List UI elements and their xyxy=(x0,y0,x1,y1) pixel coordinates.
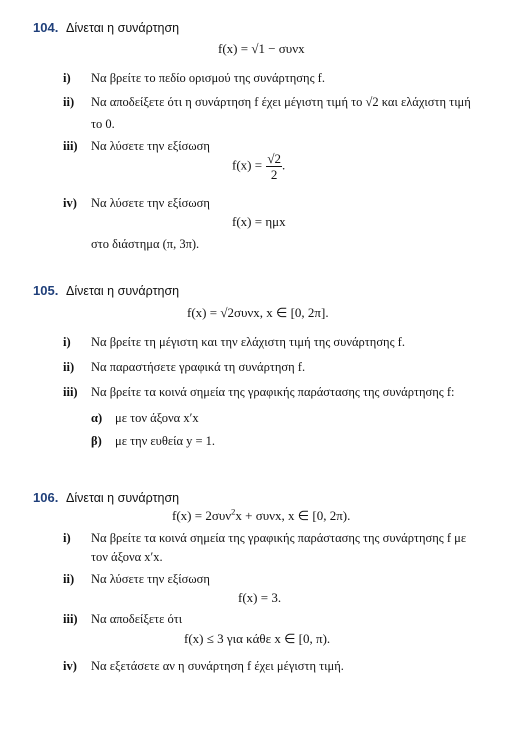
exercise-105-formula: f(x) = √2συνx, x ∈ [0, 2π]. xyxy=(187,305,329,320)
item-text-104-ii-line2: το 0. xyxy=(91,117,115,131)
subitem-text-105-a: με τον άξονα x′x xyxy=(115,411,199,425)
item-text-106-iv: Να εξετάσετε αν η συνάρτηση f έχει μέγιστη τιμή. xyxy=(91,659,344,673)
item-text-104-iii: Να λύσετε την εξίσωση xyxy=(91,139,210,153)
exercise-106-intro: Δίνεται η συνάρτηση xyxy=(66,491,180,505)
item-text-105-iii: Να βρείτε τα κοινά σημεία της γραφικής παράστασης της συνάρτησης f: xyxy=(91,385,455,399)
item-text-105-i: Να βρείτε τη μέγιστη και την ελάχιστη τιμή της συνάρτησης f. xyxy=(91,335,405,349)
subitem-label-105-b: β) xyxy=(91,434,102,448)
item-label-104-i: i) xyxy=(63,71,71,85)
item-label-104-iv: iv) xyxy=(63,196,77,210)
item-label-105-iii: iii) xyxy=(63,385,78,399)
item-text-104-i: Να βρείτε το πεδίο ορισμού της συνάρτησης f. xyxy=(91,71,325,85)
item-label-106-iii: iii) xyxy=(63,612,78,626)
item-label-106-i: i) xyxy=(63,531,71,545)
exercise-106-ii-equation: f(x) = 3. xyxy=(238,590,282,605)
formula-part: f(x) = 2συν xyxy=(172,508,232,523)
item-text-104-iv: Να λύσετε την εξίσωση xyxy=(91,196,210,210)
subitem-text-105-b: με την ευθεία y = 1. xyxy=(115,434,216,448)
item-text-106-iii: Να αποδείξετε ότι xyxy=(91,612,183,626)
item-text-106-ii: Να λύσετε την εξίσωση xyxy=(91,572,210,586)
formula-part: x + συνx, x ∈ [0, 2π). xyxy=(235,508,351,523)
exercise-104-iv-interval: στο διάστημα (π, 3π). xyxy=(91,237,200,251)
item-text-106-i-line2: τον άξονα x′x. xyxy=(91,550,163,564)
item-text-106-i-line1: Να βρείτε τα κοινά σημεία της γραφικής παράστασης της συνάρτησης f με xyxy=(91,531,467,545)
item-label-105-i: i) xyxy=(63,335,71,349)
item-label-104-ii: ii) xyxy=(63,95,75,109)
fraction-numerator: √2 xyxy=(267,151,281,166)
exercise-104-iv-equation: f(x) = ημx xyxy=(232,214,286,229)
exercise-106-formula xyxy=(172,508,350,524)
subitem-label-105-a: α) xyxy=(91,411,103,425)
item-label-106-iv: iv) xyxy=(63,659,77,673)
item-text-105-ii: Να παραστήσετε γραφικά τη συνάρτηση f. xyxy=(91,360,306,374)
item-label-105-ii: ii) xyxy=(63,360,75,374)
equation-lhs: f(x) = xyxy=(232,157,263,173)
item-text-104-ii-line1: Να αποδείξετε ότι η συνάρτηση f έχει μέγιστη τιμή το √2 και ελάχιστη τιμή xyxy=(91,95,471,109)
item-label-106-ii: ii) xyxy=(63,572,75,586)
exercise-106-iii-inequality: f(x) ≤ 3 για κάθε x ∈ [0, π). xyxy=(184,631,331,646)
exercise-number-105: 105. xyxy=(33,283,59,298)
exercise-number-106: 106. xyxy=(33,490,59,505)
fraction-denominator: 2 xyxy=(270,167,278,182)
exercise-104-iii-equation xyxy=(232,152,285,181)
exercise-105-intro: Δίνεται η συνάρτηση xyxy=(66,284,180,298)
equation-end: . xyxy=(281,157,286,173)
exercise-number-104: 104. xyxy=(33,20,59,35)
exercise-104-formula: f(x) = √1 − συνx xyxy=(218,41,305,56)
fraction xyxy=(266,152,282,181)
exercise-104-intro: Δίνεται η συνάρτηση xyxy=(66,21,180,35)
item-label-104-iii: iii) xyxy=(63,139,78,153)
formula-exponent: 2 xyxy=(231,506,236,517)
